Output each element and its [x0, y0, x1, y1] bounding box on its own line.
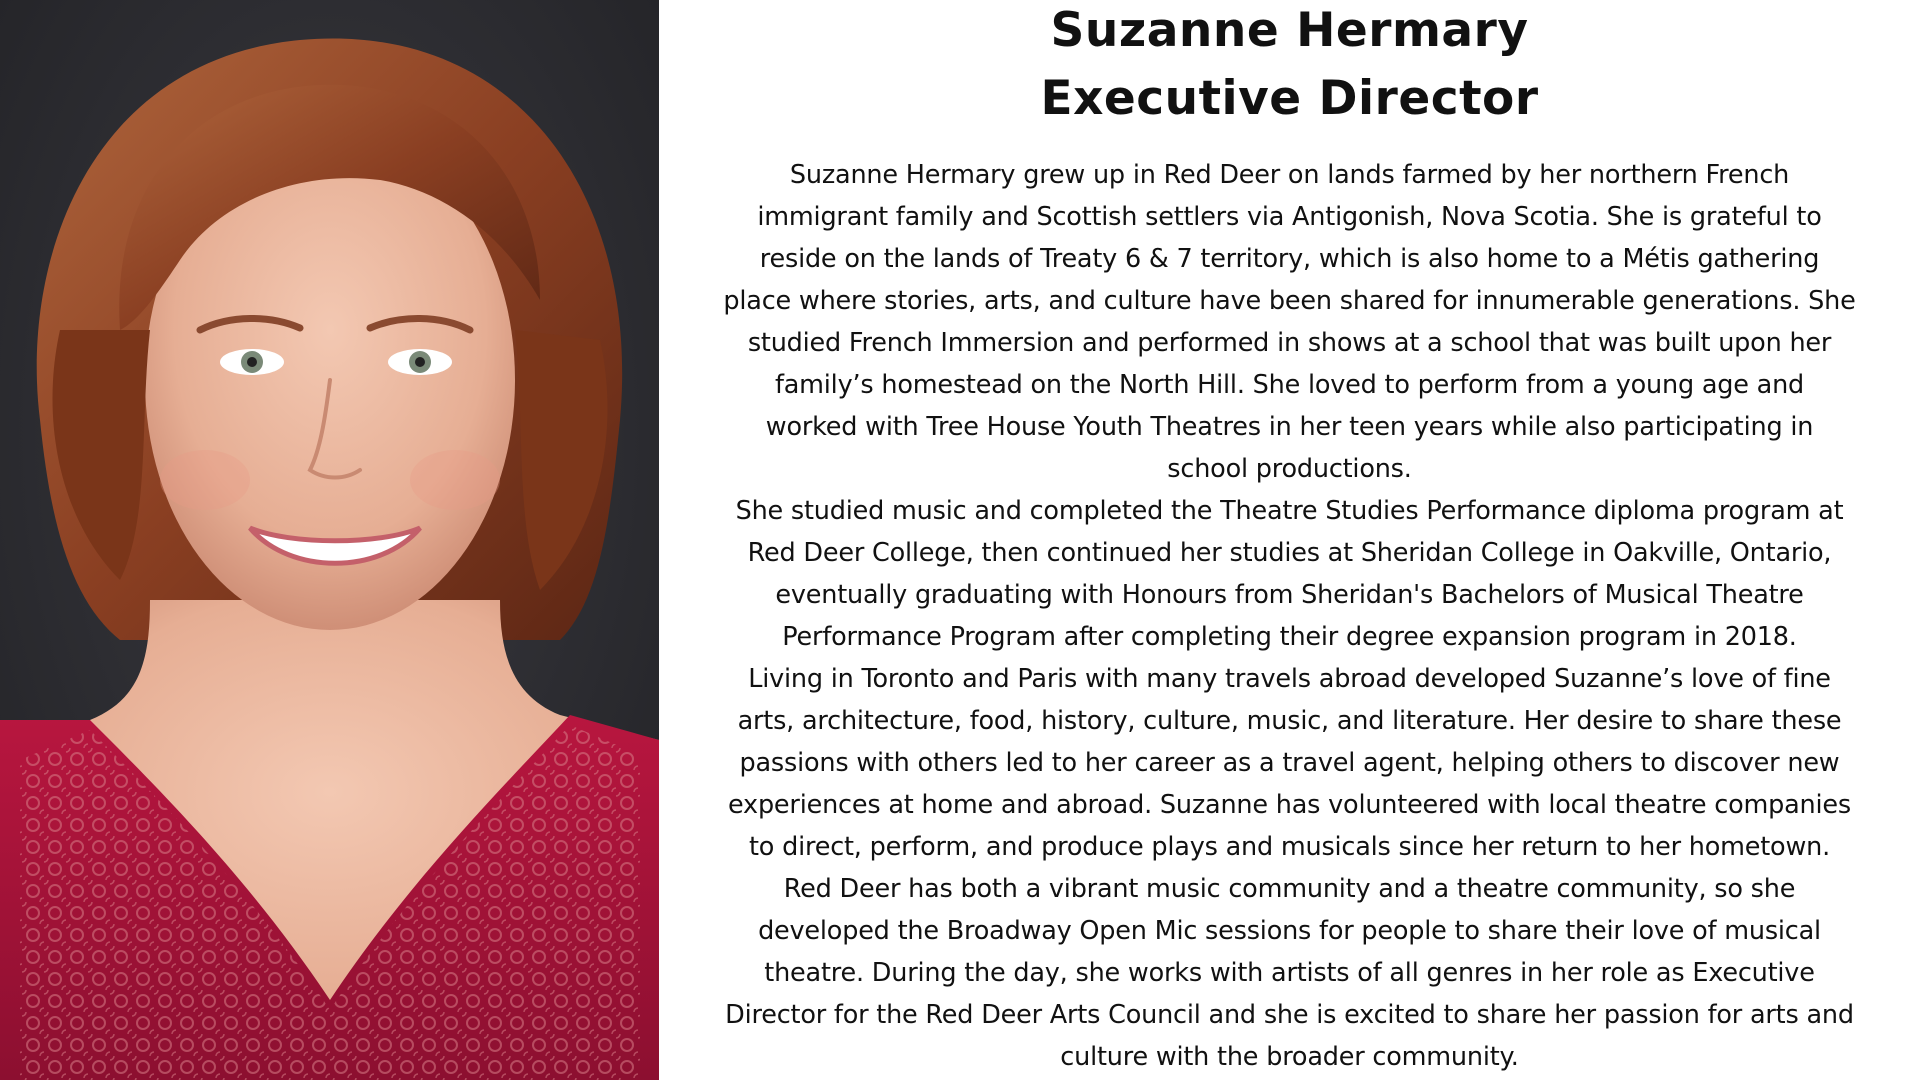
bio-line: Director for the Red Deer Arts Council and she is excited to share her passion for arts and	[725, 1000, 1854, 1030]
portrait-illustration	[0, 0, 659, 1080]
bio-line: studied French Immersion and performed in shows at a school that was built upon her	[747, 328, 1832, 358]
bio-line: place where stories, arts, and culture have been shared for innumerable generations. She	[723, 286, 1856, 316]
headshot-photo	[0, 0, 659, 1080]
person-name: Suzanne Hermary	[1050, 3, 1529, 58]
bio-line: developed the Broadway Open Mic sessions for people to share their love of musical	[758, 916, 1821, 946]
bio-line: immigrant family and Scottish settlers via Antigonish, Nova Scotia. She is grateful to	[757, 202, 1822, 232]
bio-line: Living in Toronto and Paris with many travels abroad developed Suzanne’s love of fine	[748, 664, 1831, 694]
bio-line: school productions.	[1167, 454, 1412, 484]
bio-line: Suzanne Hermary grew up in Red Deer on lands farmed by her northern French	[789, 160, 1790, 190]
bio-line: reside on the lands of Treaty 6 & 7 territory, which is also home to a Métis gathering	[759, 244, 1820, 274]
bio-line: experiences at home and abroad. Suzanne has volunteered with local theatre companies	[728, 790, 1851, 820]
job-title: Executive Director	[1040, 71, 1539, 126]
bio-line: Red Deer College, then continued her studies at Sheridan College in Oakville, Ontario,	[747, 538, 1832, 568]
bio-line: to direct, perform, and produce plays and musicals since her return to her hometown.	[749, 832, 1830, 862]
bio-line: arts, architecture, food, history, culture, music, and literature. Her desire to share these	[737, 706, 1842, 736]
bio-text-panel	[659, 0, 1920, 1080]
bio-line: passions with others led to her career as a travel agent, helping others to discover new	[739, 748, 1840, 778]
bio-line: worked with Tree House Youth Theatres in her teen years while also participating in	[765, 412, 1814, 442]
bio-line: culture with the broader community.	[1060, 1042, 1519, 1072]
bio-line: theatre. During the day, she works with artists of all genres in her role as Executive	[764, 958, 1815, 988]
bio-line: She studied music and completed the Theatre Studies Performance diploma program at	[735, 496, 1844, 526]
bio-line: Performance Program after completing their degree expansion program in 2018.	[782, 622, 1797, 652]
biography	[659, 154, 1920, 1078]
bio-line: family’s homestead on the North Hill. She loved to perform from a young age and	[774, 370, 1805, 400]
bio-line: eventually graduating with Honours from Sheridan's Bachelors of Musical Theatre	[775, 580, 1804, 610]
bio-line: Red Deer has both a vibrant music community and a theatre community, so she	[783, 874, 1796, 904]
